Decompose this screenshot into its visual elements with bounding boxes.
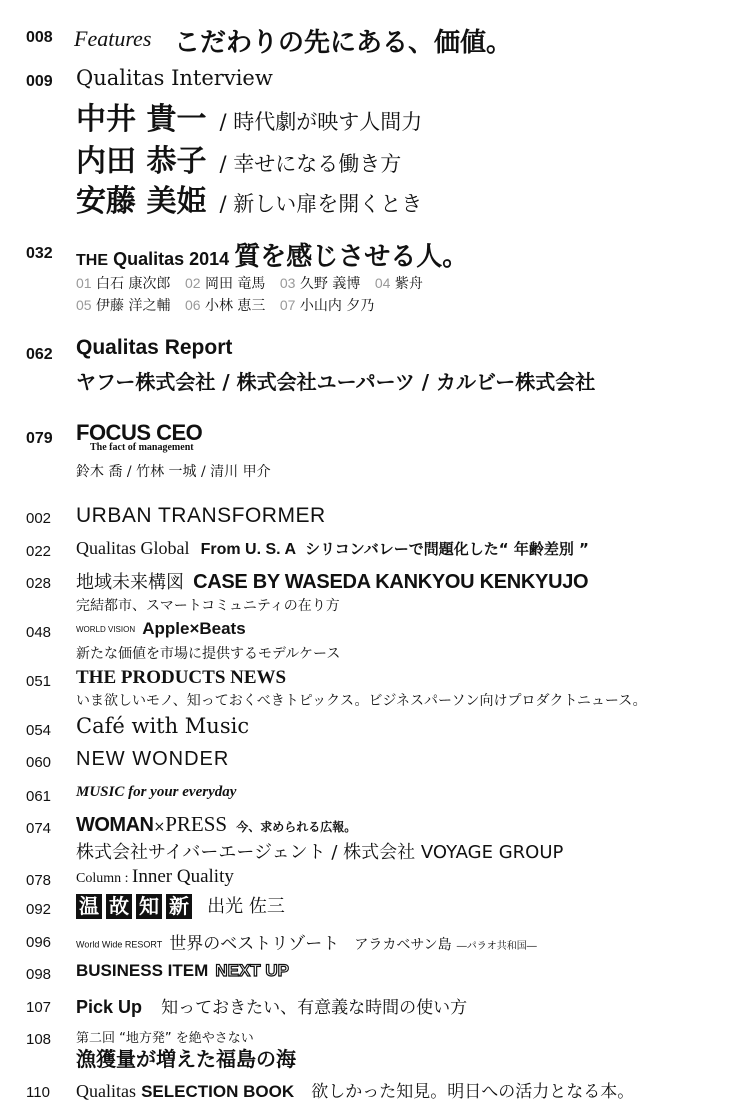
page-number-079: 079	[26, 430, 53, 447]
selection-book-title: SELECTION BOOK	[141, 1082, 295, 1101]
times-symbol: ×	[153, 819, 166, 835]
person-name: 白石 康次郎	[96, 276, 171, 292]
kanji-tile: 新	[166, 894, 192, 919]
qualitas-global-label: Qualitas Global	[76, 538, 190, 558]
page-number-008: 008	[26, 29, 53, 46]
page-number-062: 062	[26, 346, 53, 363]
next-up-tag: NEXT UP	[215, 961, 290, 980]
report-header: Qualitas Report	[76, 336, 233, 359]
focus-ceo-title: FOCUS CEO	[76, 420, 203, 445]
age-discrimination-text: シリコンバレーで問題化した“ 年齢差別 ”	[305, 540, 589, 558]
features-title: こだわりの先にある、価値。	[174, 28, 513, 58]
inner-quality-title: Inner Quality	[132, 866, 234, 887]
apple-beats-subtitle: 新たな価値を市場に提供するモデルケース	[76, 646, 341, 662]
business-item-title: BUSINESS ITEM	[76, 961, 209, 980]
page-number-054: 054	[26, 722, 52, 739]
column-line	[76, 866, 234, 888]
interviewee-name: 内田 恭子	[76, 144, 207, 179]
pick-up-text: 知っておきたい、有意義な時間の使い方	[161, 998, 468, 1018]
people-row-2	[76, 295, 374, 315]
idemitsu-name: 出光 佐三	[207, 896, 285, 917]
business-item-line	[76, 961, 289, 981]
onko-chishin-line	[76, 894, 285, 919]
pr-note: 今、求められる広報。	[236, 820, 357, 834]
page-number-096: 096	[26, 934, 52, 951]
focus-ceo-names: 鈴木 喬 / 竹林 一城 / 清川 甲介	[76, 464, 271, 480]
person-name: 小山内 夕乃	[299, 298, 375, 314]
qualitas-2014-title: 質を感じさせる人。	[234, 242, 469, 272]
person-number: 02	[184, 275, 201, 291]
page-number-108: 108	[26, 1031, 52, 1048]
qualitas-2014-heading	[76, 236, 468, 273]
person-number: 06	[184, 297, 201, 313]
resort-place: アラカベサン島	[354, 937, 452, 953]
person-name: 紫舟	[394, 276, 423, 292]
world-vision-line	[76, 619, 246, 639]
page-number-028: 028	[26, 575, 52, 592]
kanji-tile: 故	[106, 894, 132, 919]
waseda-subtitle: 完結都市、スマートコミュニティの在り方	[76, 598, 340, 614]
selection-book-text: 欲しかった知見。明日への活力となる本。	[311, 1082, 635, 1102]
page-number-051: 051	[26, 673, 52, 690]
person-number: 03	[279, 275, 296, 291]
page-number-092: 092	[26, 901, 52, 918]
qualitas-2014-brand: Qualitas 2014	[113, 249, 230, 269]
interview-topic: / 新しい扉を開くとき	[219, 192, 423, 216]
interviewee-name: 安藤 美姫	[76, 184, 207, 219]
person-number: 05	[76, 297, 92, 313]
report-companies: ヤフー株式会社 / 株式会社ユーパーツ / カルビー株式会社	[76, 370, 596, 394]
person-name: 小林 恵三	[204, 298, 266, 314]
person-number: 01	[76, 275, 92, 291]
selection-qualitas-label: Qualitas	[76, 1081, 136, 1101]
person-name: 久野 義博	[299, 276, 361, 292]
resort-country: ―パラオ共和国―	[456, 941, 537, 952]
interview-entry-2	[76, 136, 401, 180]
woman-press-subtitle: 株式会社サイバーエージェント / 株式会社 VOYAGE GROUP	[76, 842, 564, 863]
woman-label: WOMAN	[76, 814, 154, 836]
page-number-032: 032	[26, 245, 53, 262]
apple-beats-title: Apple×Beats	[142, 619, 246, 638]
the-prefix: THE	[76, 252, 108, 269]
interview-topic: / 時代劇が映す人間力	[219, 110, 423, 134]
pick-up-line	[76, 993, 467, 1018]
person-name: 伊藤 洋之輔	[96, 298, 171, 314]
resort-label: World Wide RESORT	[76, 939, 163, 950]
products-news-subtitle: いま欲しいモノ、知っておくべきトピックス。ビジネスパーソン向けプロダクトニュース。	[76, 693, 647, 709]
kanji-tile: 知	[136, 894, 162, 919]
column-label: Column :	[76, 871, 133, 886]
pick-up-title: Pick Up	[76, 997, 143, 1017]
resort-line	[76, 929, 537, 954]
from-usa: From U. S. A	[200, 541, 296, 558]
focus-ceo-subtitle: The fact of management	[90, 442, 194, 453]
page-number-098: 098	[26, 966, 52, 983]
page-number-074: 074	[26, 820, 52, 837]
world-vision-label: WORLD VISION	[76, 625, 136, 634]
products-news-title: THE PRODUCTS NEWS	[76, 667, 287, 688]
interview-entry-3	[76, 176, 422, 220]
interview-header: Qualitas Interview	[76, 66, 273, 90]
fukushima-pre: 第二回 “地方発” を絶やさない	[76, 1031, 254, 1046]
interview-entry-1	[76, 94, 422, 138]
qualitas-global-line	[76, 538, 589, 559]
waseda-jp-label: 地域未来構図	[76, 572, 184, 593]
person-number: 04	[374, 275, 391, 291]
selection-book-line	[76, 1077, 634, 1102]
page-number-061: 061	[26, 788, 52, 805]
press-label: PRESS	[165, 812, 228, 836]
page-number-022: 022	[26, 543, 52, 560]
cafe-with-music-title: Café with Music	[76, 714, 250, 738]
interview-topic: / 幸せになる働き方	[219, 152, 402, 176]
resort-title: 世界のベストリゾート	[169, 934, 340, 954]
fukushima-title: 漁獲量が増えた福島の海	[76, 1047, 296, 1071]
person-number: 07	[279, 297, 296, 313]
page-number-002: 002	[26, 510, 52, 527]
interviewee-name: 中井 貴一	[76, 102, 207, 137]
waseda-title: CASE BY WASEDA KANKYOU KENKYUJO	[193, 571, 589, 593]
page-number-107: 107	[26, 999, 52, 1016]
kanji-tile: 温	[76, 894, 102, 919]
woman-press-line	[76, 812, 356, 837]
page-number-009: 009	[26, 73, 53, 90]
person-name: 岡田 竜馬	[204, 276, 266, 292]
music-everyday-title: MUSIC for your everyday	[76, 784, 237, 800]
features-label: Features	[74, 26, 152, 51]
page-number-078: 078	[26, 872, 52, 889]
people-row-1	[76, 273, 423, 293]
page-number-060: 060	[26, 754, 52, 771]
page-number-048: 048	[26, 624, 52, 641]
new-wonder-title: NEW WONDER	[76, 748, 230, 770]
waseda-line	[76, 568, 588, 594]
urban-transformer-title: URBAN TRANSFORMER	[76, 504, 326, 527]
page-number-110: 110	[26, 1084, 50, 1101]
